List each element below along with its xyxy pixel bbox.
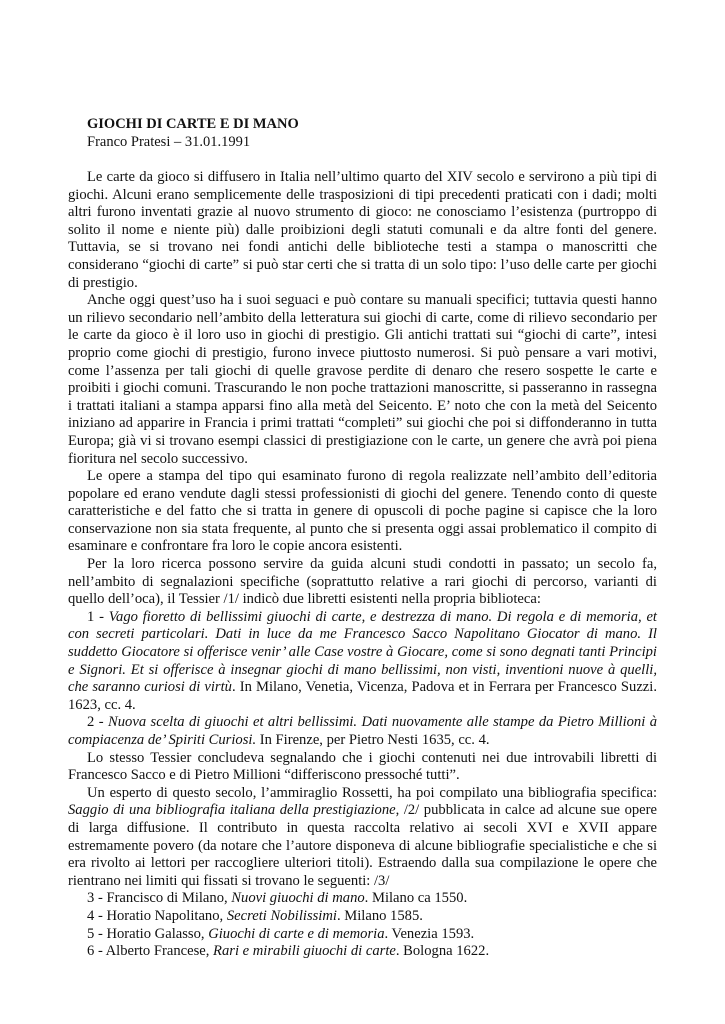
item-title: Nuova scelta di giuochi et altri bellissimi. Dati nuovamente alle stampe da Pietro Millioni à compiacenza de’ Spiriti Curiosi. xyxy=(68,714,657,748)
item-number: 2 - xyxy=(87,714,109,731)
paragraph-research: Per la loro ricerca possono servire da guida alcuni studi condotti in passato; un secolo fa, nell’ambito di segnalazioni specifiche (soprattutto relative a rari giochi di percorso, varianti di quello dell’oca), il Tessier /1/ indicò due libretti esistenti nella propria biblioteca: xyxy=(68,556,657,608)
document-title: GIOCHI DI CARTE E DI MANO xyxy=(87,116,299,132)
bibliography-item-2 xyxy=(68,714,657,749)
paragraph-intro: Le carte da gioco si diffusero in Italia nell’ultimo quarto del XIV secolo e servirono a più tipi di giochi. Alcuni erano semplicemente delle trasposizioni di tipi precedenti praticati con i dadi; molti altri furono inventati grazie al nuovo strumento di gioco: ne conosciamo l’esistenza (purtroppo di solito il nome e niente più) dalle proibizioni degli statuti comunali e da altre fonti del genere. Tuttavia, se si trovano nei fondi antichi delle biblioteche testi a stampa o manoscritti che considerano “giochi di carte” si può star certi che si tratta di un solo tipo: l’uso delle carte per giochi di prestigio. xyxy=(68,169,657,291)
paragraph-rossetti: Un esperto di questo secolo, l’ammiraglio Rossetti, ha poi compilato una bibliografia specifica: Saggio di una bibliografia italiana della prestigiazione, /2/ pubblicata in calce ad alcune sue opere di larga diffusione. Il contributo in questa raccolta relativo ai secoli XVI e XVII appare estremamente povero (da notare che l’autore disponeva di alcune bibliografie specialistiche e che si era rivolto ai lettori per raccogliere ulteriori titoli). Estraendo dalla sua compilazione le opere che rientrano nei limiti qui fissati si trovano le seguenti: /3/ xyxy=(68,784,657,889)
paragraph-printed-works: Le opere a stampa del tipo qui esaminato furono di regola realizzate nell’ambito dell’editoria popolare ed erano vendute dagli stessi professionisti di giochi del genere. Tenendo conto di queste caratteristiche e del fatto che si tratta in genere di opuscoli di poche pagine si capisce che la loro conservazione non sia stata frequente, al punto che si presenta oggi assai problematico il compito di esaminare e confrontare fra loro le copie ancora esistenti. xyxy=(68,468,657,555)
list-item: 3 - Francisco di Milano, Nuovi giuochi di mano. Milano ca 1550. xyxy=(87,890,468,907)
item-number: 1 - xyxy=(87,608,109,625)
item-details: In Firenze, per Pietro Nesti 1635, cc. 4. xyxy=(256,732,490,748)
paragraph-tessier-conclusion: Lo stesso Tessier concludeva segnalando che i giochi contenuti nei due introvabili libretti di Francesco Sacco e di Pietro Millioni “differiscono pressoché tutti”. xyxy=(68,749,657,784)
item-title: Vago fioretto di bellissimi giuochi di carte, e destrezza di mano. Di regola e di memoria, et con secreti particolari. Dati in luce da me Francesco Sacco Napolitano Giocator di mano. Il suddetto Giocatore si offerisce venir’ alle Case vostre à Giocare, come si sono degnati tanti Principi e Signori. Et si offerisce à insegnar giochi di mano bellissimi, non visti, inventioni nuove à quelli, che saranno curiosi di virtù xyxy=(68,608,657,696)
item-details: . In Milano, Venetia, Vicenza, Padova et in Ferrara per Francesco Suzzi. 1623, cc. 4. xyxy=(68,679,657,713)
bibliography-item-1 xyxy=(68,609,657,715)
list-item: 5 - Horatio Galasso, Giuochi di carte e di memoria. Venezia 1593. xyxy=(87,925,475,942)
bibliography-title: Saggio di una bibliografia italiana della prestigiazione xyxy=(68,802,396,819)
paragraph-modern-use: Anche oggi quest’uso ha i suoi seguaci e può contare su manuali specifici; tuttavia questi hanno un rilievo secondario nell’ambito della letteratura sui giochi di carte, come di rilievo secondario per le carte da gioco è il loro uso in giochi di prestigio. Gli antichi trattati sui “giochi di carte”, intesi proprio come giochi di prestigio, furono invece piuttosto numerosi. Si può pensare a vari motivi, come l’assenza per tali giochi di quelle gravose perdite di denaro che resero sospette le carte e proibiti i giochi comuni. Trascurando le non poche trattazioni manoscritte, si passeranno in rassegna i trattati italiani a stampa apparsi fino alla metà del Seicento. E’ noto che con la metà del Seicento iniziano ad apparire in Francia i primi trattati “completi” sui giochi che poi si diffonderanno in tutta Europa; già vi si trovano esempi classici di prestigiazione con le carte, un genere che avrà poi piena fioritura nel secolo successivo. xyxy=(68,292,657,467)
list-item: 6 - Alberto Francese, Rari e mirabili giuochi di carte. Bologna 1622. xyxy=(87,943,490,960)
document-body xyxy=(68,115,657,961)
author-date-line: Franco Pratesi – 31.01.1991 xyxy=(87,134,251,150)
list-item: 4 - Horatio Napolitano, Secreti Nobilissimi. Milano 1585. xyxy=(87,907,423,924)
